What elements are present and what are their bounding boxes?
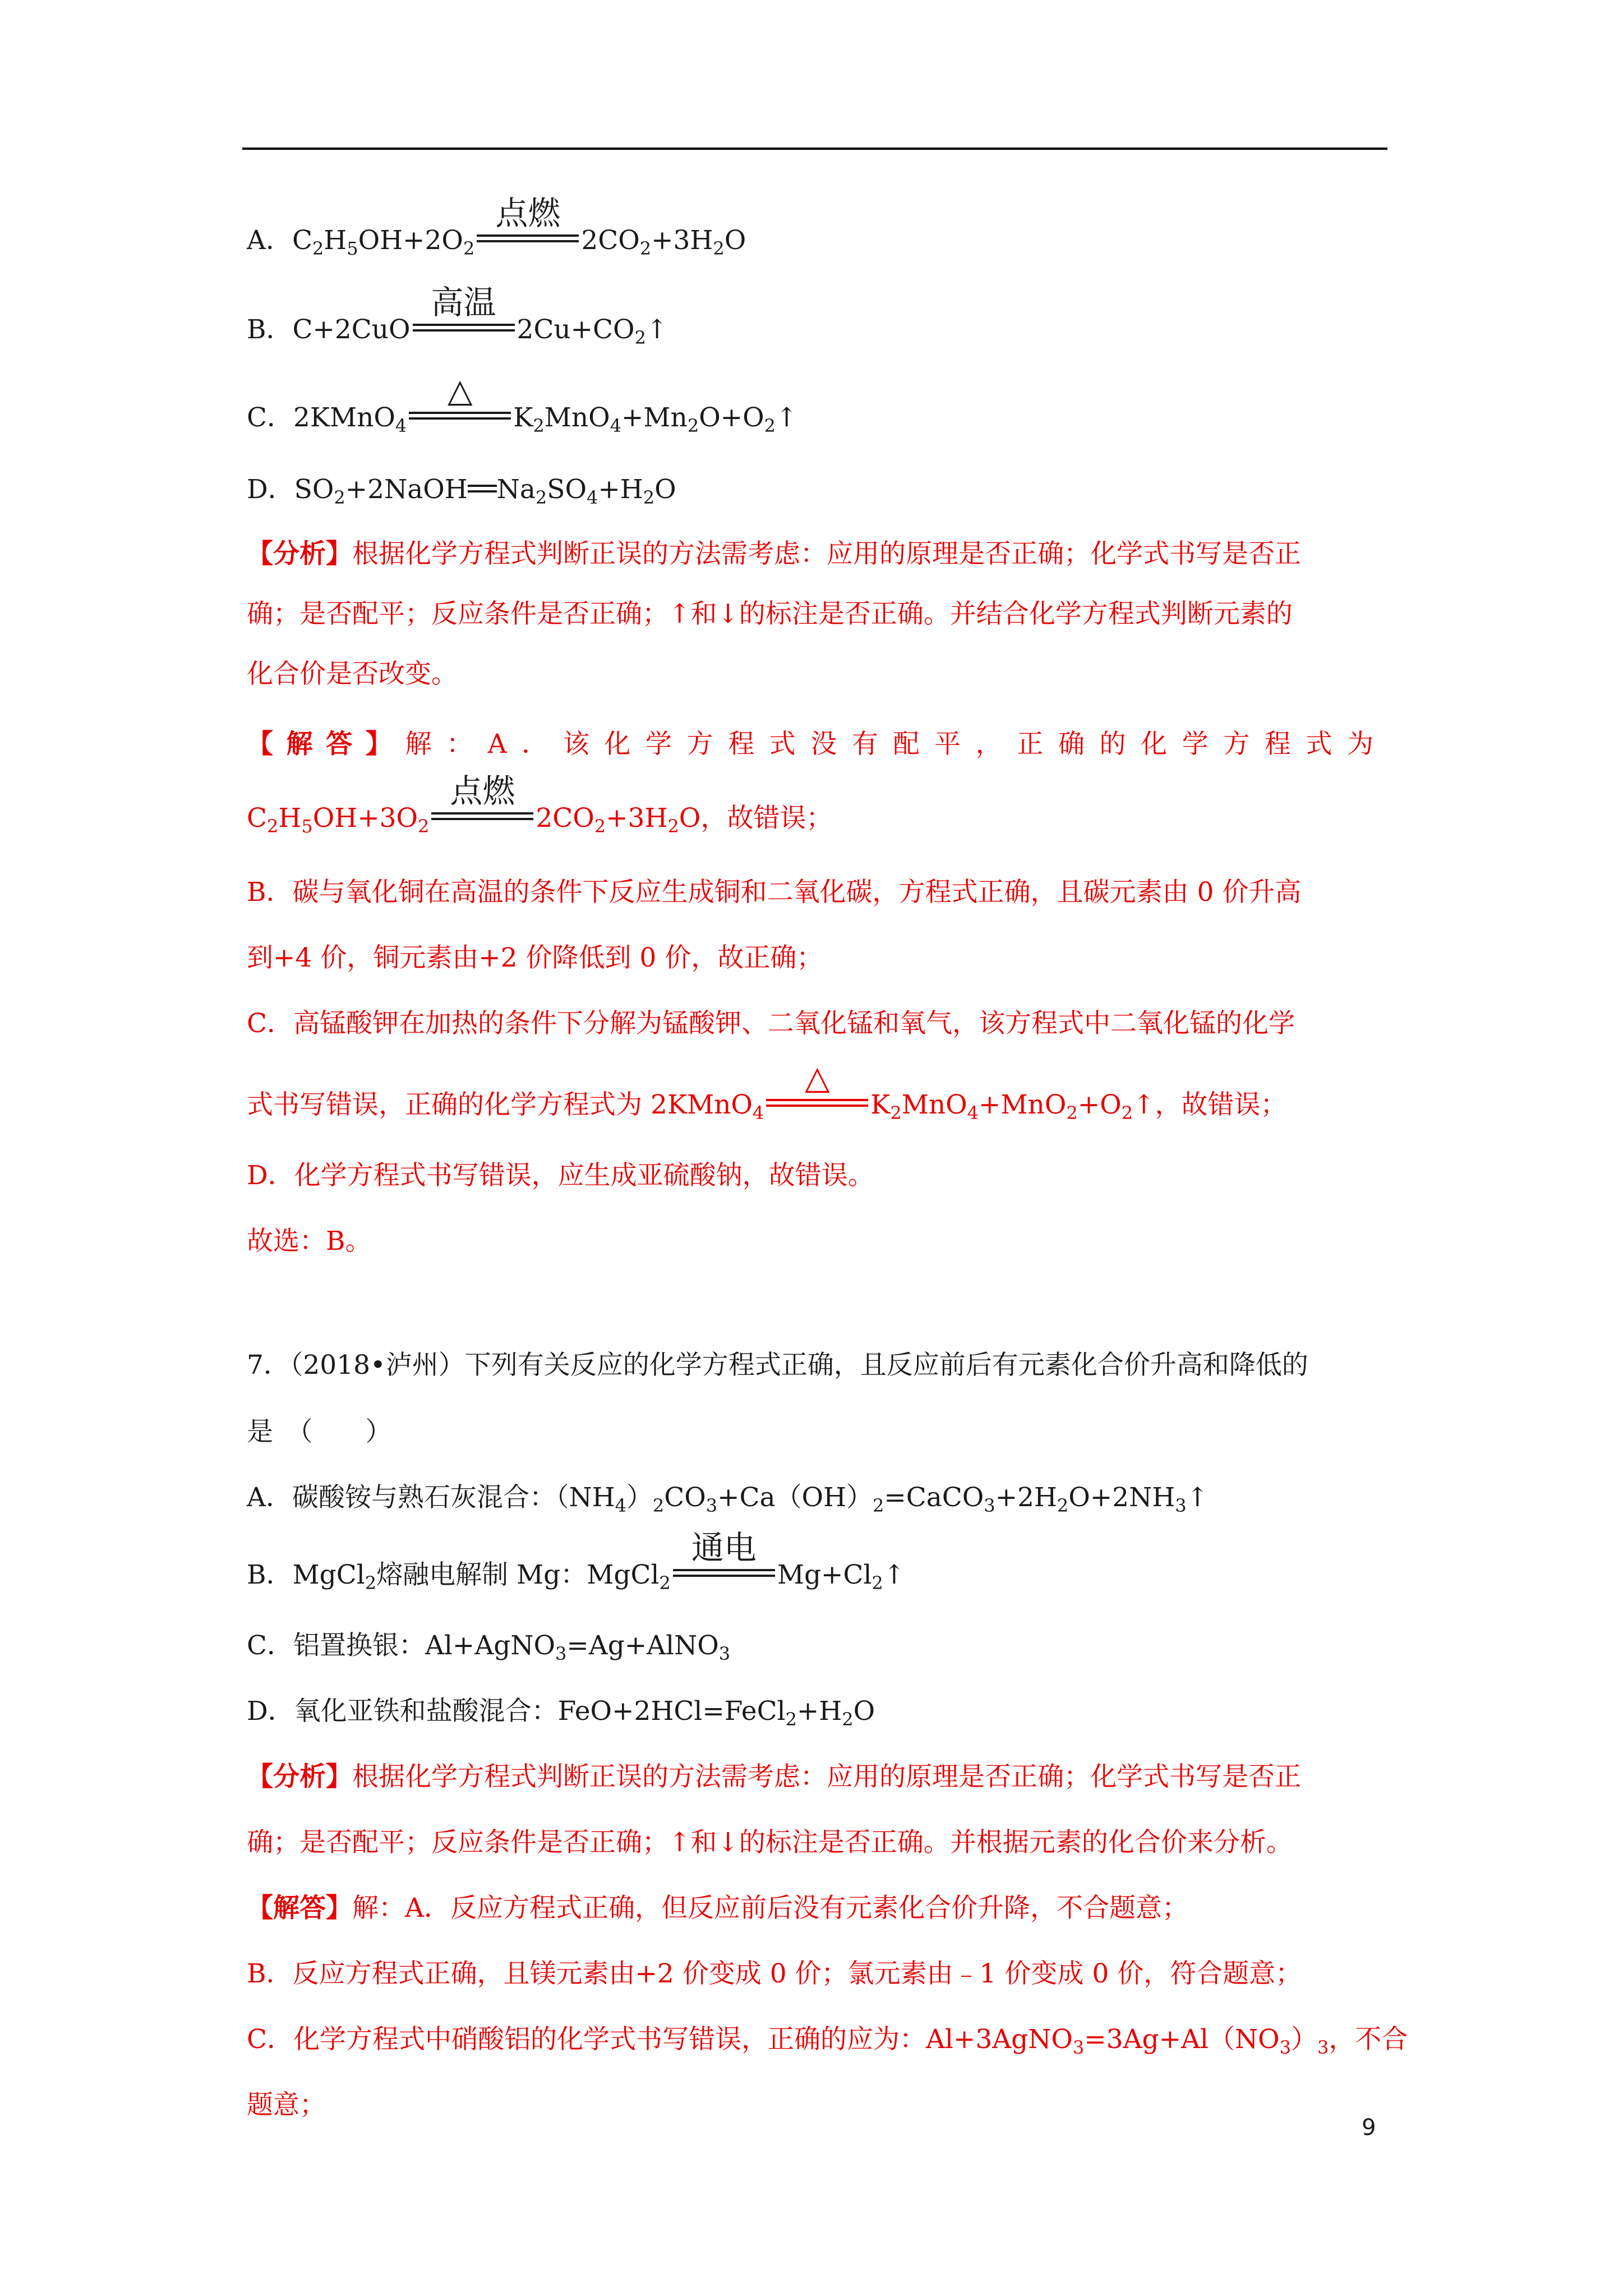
- answer-d-line: D．化学方程式书写错误，应生成亚硫酸钠，故错误。: [247, 1160, 874, 1191]
- answer-equation-a: $C_2H_5OH+3O_2$ 点燃 $2CO_2+3H_2O$，故错误；: [247, 772, 833, 837]
- reaction-condition: 点燃: [474, 215, 581, 249]
- q7-option-d: D．氧化亚铁和盐酸混合：$FeO+2HCl=FeCl_2+H_2O$: [247, 1696, 875, 1730]
- answer-c-line-2: 式书写错误，正确的化学方程式为 2KMnO$_4$ △ $K_2MnO_4+MnO_2+O_2↑$，故错误；: [247, 1059, 1287, 1124]
- reaction-condition: △: [407, 393, 513, 426]
- answer-b-line-2: 到+4 价，铜元素由+2 价降低到 0 价，故正确；: [247, 942, 823, 973]
- analysis-tag: 【分析】: [247, 539, 352, 569]
- analysis-tag: 【分析】: [247, 1761, 352, 1792]
- reaction-condition: △: [764, 1080, 870, 1114]
- q7-analysis-line-2: 确；是否配平；反应条件是否正确；↑和↓的标注是否正确。并根据元素的化合价来分析。: [247, 1827, 1293, 1858]
- option-d: D．$SO_2+2NaOH$ $Na_2SO_4+H_2O$: [247, 474, 676, 508]
- question-7-stem-1: 7．（2018•泸州）下列有关反应的化学方程式正确，且反应前后有元素化合价升高和降低的: [247, 1350, 1308, 1381]
- answer-tag: 【解答】: [247, 729, 405, 760]
- page-number: 9: [1362, 2115, 1376, 2141]
- option-a: A．$C_2H_5OH+2O_2$ 点燃 $2CO_2+3H_2O$: [247, 194, 746, 259]
- q7-analysis-line-1: 【分析】根据化学方程式判断正误的方法需考虑：应用的原理是否正确；化学式书写是否正: [247, 1761, 1301, 1792]
- q7-answer-b: B．反应方程式正确，且镁元素由+2 价变成 0 价；氯元素由﹣1 价变成 0 价，符合题意；: [247, 1958, 1302, 1989]
- option-b: B．C+2CuO 高温 $2Cu+CO_2↑$: [247, 283, 668, 348]
- q7-option-c: C．铝置换银：Al+AgNO$_3$=Ag+AlNO$_3$: [247, 1630, 731, 1664]
- analysis-line-3: 化合价是否改变。: [247, 659, 458, 689]
- q7-option-b: B．MgCl$_2$熔融电解制 Mg：MgCl$_2$ 通电 $Mg+Cl_2↑$: [247, 1529, 906, 1594]
- q7-answer-c-2: 题意；: [247, 2090, 326, 2120]
- equals-sign: [468, 485, 497, 493]
- question-7-stem-2: 是 （ ）: [247, 1416, 392, 1447]
- reaction-condition: 点燃: [429, 793, 536, 827]
- answer-c-line-1: C．高锰酸钾在加热的条件下分解为锰酸钾、二氧化锰和氧气，该方程式中二氧化锰的化学: [247, 1008, 1295, 1039]
- q7-answer-c-1: C．化学方程式中硝酸铝的化学式书写错误，正确的应为：$Al+3AgNO_3=3Ag+Al(NO_3)_3$，不合: [247, 2024, 1408, 2058]
- answer-b-line-1: B．碳与氧化铜在高温的条件下反应生成铜和二氧化碳，方程式正确，且碳元素由 0 价升高: [247, 877, 1302, 908]
- answer-tag: 【解答】: [247, 1893, 352, 1924]
- answer-line-1: 【解答】解：A．该化学方程式没有配平，正确的化学方程式为: [247, 729, 1388, 760]
- reaction-condition: 高温: [411, 305, 517, 338]
- analysis-line-2: 确；是否配平；反应条件是否正确；↑和↓的标注是否正确。并结合化学方程式判断元素的: [247, 599, 1293, 629]
- answer-choice: 故选：B。: [247, 1226, 372, 1257]
- q7-answer-a: 【解答】解：A．反应方程式正确，但反应前后没有元素化合价升降，不合题意；: [247, 1893, 1188, 1924]
- header-rule: [242, 148, 1387, 150]
- reaction-condition: 通电: [671, 1550, 777, 1584]
- analysis-line-1: 【分析】根据化学方程式判断正误的方法需考虑：应用的原理是否正确；化学式书写是否正: [247, 539, 1301, 569]
- option-c: C．2KMnO$_4$ △ $K_2MnO_4+Mn_2O+O_2↑$: [247, 371, 798, 436]
- q7-option-a: A．碳酸铵与熟石灰混合：$(NH_4)_2CO_3+Ca(OH)_2=CaCO_3+2H_2O+2NH_3↑$: [247, 1482, 1209, 1516]
